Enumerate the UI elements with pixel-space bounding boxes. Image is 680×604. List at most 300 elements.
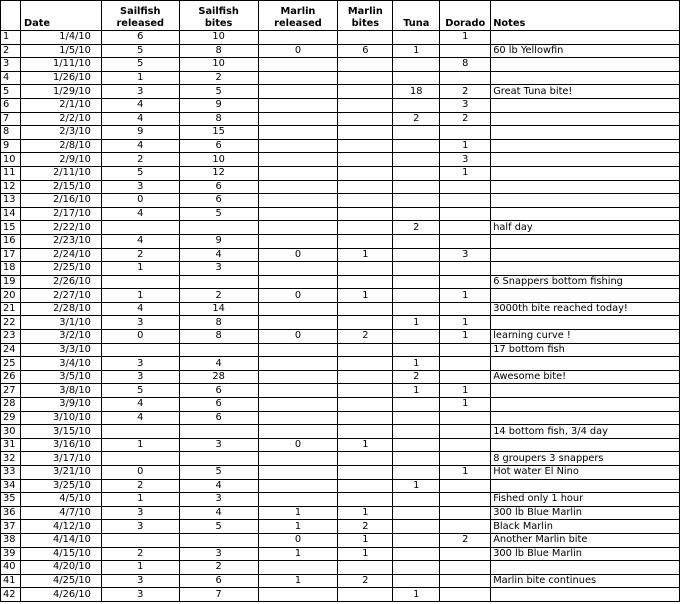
dorado-cell: 3 — [440, 153, 491, 167]
sailfish-bites-cell: 2 — [179, 561, 258, 575]
notes-cell: 8 groupers 3 snappers — [491, 452, 680, 466]
sailfish-released-cell: 5 — [101, 166, 179, 180]
date-cell: 3/17/10 — [20, 452, 101, 466]
notes-cell: 17 bottom fish — [491, 343, 680, 357]
table-row — [1, 370, 680, 384]
notes-cell: 6 Snappers bottom fishing — [491, 275, 680, 289]
marlin-bites-cell — [338, 275, 393, 289]
row-number-cell: 1 — [1, 31, 21, 45]
sailfish-released-cell: 3 — [101, 180, 179, 194]
marlin-bites-cell — [338, 153, 393, 167]
marlin-released-cell: 0 — [258, 44, 338, 58]
sailfish-released-cell: 4 — [101, 302, 179, 316]
tuna-cell: 2 — [393, 221, 440, 235]
date-cell: 4/5/10 — [20, 493, 101, 507]
marlin-released-cell — [258, 466, 338, 480]
dorado-cell — [440, 71, 491, 85]
date-cell: 2/3/10 — [20, 126, 101, 140]
marlin-released-cell — [258, 561, 338, 575]
marlin-released-cell — [258, 71, 338, 85]
row-number-cell: 15 — [1, 221, 21, 235]
table-row — [1, 588, 680, 602]
dorado-cell: 2 — [440, 85, 491, 99]
row-number-cell: 3 — [1, 58, 21, 72]
notes-cell — [491, 438, 680, 452]
dorado-cell — [440, 370, 491, 384]
notes-cell — [491, 262, 680, 276]
sailfish-bites-cell: 6 — [179, 574, 258, 588]
tuna-cell — [393, 71, 440, 85]
table-row — [1, 166, 680, 180]
tuna-cell — [393, 289, 440, 303]
sailfish-released-cell: 4 — [101, 98, 179, 112]
marlin-bites-cell — [338, 58, 393, 72]
marlin-released-cell — [258, 425, 338, 439]
marlin-released-cell — [258, 370, 338, 384]
sailfish-bites-cell: 14 — [179, 302, 258, 316]
notes-cell — [491, 207, 680, 221]
tuna-cell — [393, 126, 440, 140]
date-cell: 2/27/10 — [20, 289, 101, 303]
row-number-cell: 32 — [1, 452, 21, 466]
sailfish-released-cell: 4 — [101, 234, 179, 248]
notes-cell — [491, 126, 680, 140]
sailfish-bites-cell: 5 — [179, 85, 258, 99]
marlin-bites-cell — [338, 180, 393, 194]
marlin-released-cell: 1 — [258, 520, 338, 534]
marlin-bites-cell — [338, 316, 393, 330]
date-cell: 2/9/10 — [20, 153, 101, 167]
dorado-cell — [440, 207, 491, 221]
row-number-cell: 36 — [1, 506, 21, 520]
marlin-bites-cell: 1 — [338, 289, 393, 303]
table-row — [1, 126, 680, 140]
table-row — [1, 398, 680, 412]
sailfish-bites-cell: 4 — [179, 248, 258, 262]
tuna-cell — [393, 194, 440, 208]
table-row — [1, 221, 680, 235]
sailfish-bites-header — [179, 1, 258, 31]
marlin-released-cell — [258, 207, 338, 221]
sailfish-bites-cell — [179, 343, 258, 357]
marlin-bites-cell — [338, 561, 393, 575]
date-cell: 2/22/10 — [20, 221, 101, 235]
dorado-cell: 1 — [440, 316, 491, 330]
marlin-bites-cell — [338, 234, 393, 248]
dorado-cell — [440, 126, 491, 140]
marlin-bites-cell — [338, 31, 393, 45]
notes-cell — [491, 398, 680, 412]
date-cell: 4/20/10 — [20, 561, 101, 575]
tuna-cell — [393, 262, 440, 276]
tuna-cell: 1 — [393, 357, 440, 371]
sailfish-bites-header-line2: bites — [204, 17, 233, 29]
marlin-bites-cell: 1 — [338, 547, 393, 561]
row-number-cell: 17 — [1, 248, 21, 262]
dorado-cell: 1 — [440, 139, 491, 153]
dorado-cell — [440, 561, 491, 575]
marlin-bites-cell — [338, 370, 393, 384]
marlin-bites-header — [338, 1, 393, 31]
dorado-cell — [440, 452, 491, 466]
date-cell: 3/5/10 — [20, 370, 101, 384]
marlin-released-cell — [258, 31, 338, 45]
marlin-released-cell — [258, 316, 338, 330]
sailfish-bites-cell: 6 — [179, 180, 258, 194]
table-row — [1, 452, 680, 466]
dorado-cell: 1 — [440, 31, 491, 45]
row-number-cell: 41 — [1, 574, 21, 588]
tuna-cell — [393, 248, 440, 262]
row-number-cell: 26 — [1, 370, 21, 384]
marlin-released-cell — [258, 58, 338, 72]
notes-cell — [491, 357, 680, 371]
marlin-bites-header-line1: Marlin — [347, 6, 383, 17]
sailfish-released-header-line1: Sailfish — [120, 6, 161, 17]
notes-cell — [491, 411, 680, 425]
dorado-cell — [440, 588, 491, 602]
date-cell: 3/15/10 — [20, 425, 101, 439]
tuna-cell: 1 — [393, 588, 440, 602]
sailfish-bites-cell: 12 — [179, 166, 258, 180]
sailfish-bites-cell: 6 — [179, 139, 258, 153]
dorado-cell — [440, 234, 491, 248]
table-row — [1, 248, 680, 262]
dorado-cell — [440, 438, 491, 452]
row-number-cell: 10 — [1, 153, 21, 167]
marlin-released-cell — [258, 166, 338, 180]
dorado-cell — [440, 411, 491, 425]
sailfish-released-cell: 4 — [101, 411, 179, 425]
date-cell: 3/4/10 — [20, 357, 101, 371]
dorado-cell — [440, 425, 491, 439]
marlin-released-cell: 1 — [258, 506, 338, 520]
sailfish-released-cell: 4 — [101, 398, 179, 412]
table-row — [1, 98, 680, 112]
tuna-cell: 1 — [393, 316, 440, 330]
row-number-cell: 16 — [1, 234, 21, 248]
sailfish-bites-cell: 6 — [179, 384, 258, 398]
sailfish-bites-cell: 5 — [179, 207, 258, 221]
notes-cell: Black Marlin — [491, 520, 680, 534]
sailfish-released-cell: 3 — [101, 588, 179, 602]
marlin-released-header-line1: Marlin — [280, 6, 316, 17]
row-number-cell: 34 — [1, 479, 21, 493]
notes-cell — [491, 139, 680, 153]
sailfish-released-cell — [101, 343, 179, 357]
marlin-released-cell — [258, 493, 338, 507]
marlin-released-cell — [258, 112, 338, 126]
sailfish-bites-cell: 8 — [179, 112, 258, 126]
sailfish-released-cell: 2 — [101, 547, 179, 561]
notes-cell — [491, 166, 680, 180]
row-number-cell: 35 — [1, 493, 21, 507]
date-cell: 1/29/10 — [20, 85, 101, 99]
date-cell: 1/26/10 — [20, 71, 101, 85]
marlin-released-cell — [258, 343, 338, 357]
tuna-cell — [393, 180, 440, 194]
table-row — [1, 207, 680, 221]
date-cell: 2/24/10 — [20, 248, 101, 262]
sailfish-released-cell: 4 — [101, 139, 179, 153]
notes-cell: 300 lb Blue Marlin — [491, 547, 680, 561]
marlin-bites-cell — [338, 126, 393, 140]
date-cell: 4/12/10 — [20, 520, 101, 534]
marlin-released-cell — [258, 398, 338, 412]
row-number-cell: 29 — [1, 411, 21, 425]
row-number-cell: 23 — [1, 330, 21, 344]
dorado-cell — [440, 506, 491, 520]
date-cell: 2/28/10 — [20, 302, 101, 316]
tuna-cell — [393, 520, 440, 534]
marlin-released-cell — [258, 221, 338, 235]
dorado-cell — [440, 357, 491, 371]
marlin-released-cell: 0 — [258, 289, 338, 303]
sailfish-bites-cell: 3 — [179, 438, 258, 452]
row-number-cell: 12 — [1, 180, 21, 194]
table-row — [1, 180, 680, 194]
row-number-cell: 5 — [1, 85, 21, 99]
sailfish-released-cell: 3 — [101, 506, 179, 520]
table-row — [1, 330, 680, 344]
dorado-cell: 3 — [440, 248, 491, 262]
date-cell: 1/11/10 — [20, 58, 101, 72]
row-number-cell: 39 — [1, 547, 21, 561]
table-row — [1, 533, 680, 547]
sailfish-bites-cell: 5 — [179, 466, 258, 480]
notes-cell: Marlin bite continues — [491, 574, 680, 588]
date-cell: 3/16/10 — [20, 438, 101, 452]
notes-cell — [491, 561, 680, 575]
row-number-cell: 11 — [1, 166, 21, 180]
sailfish-released-cell: 2 — [101, 479, 179, 493]
tuna-cell — [393, 547, 440, 561]
notes-cell — [491, 112, 680, 126]
row-number-cell: 6 — [1, 98, 21, 112]
marlin-released-cell — [258, 384, 338, 398]
tuna-cell — [393, 166, 440, 180]
marlin-released-cell — [258, 234, 338, 248]
dorado-cell — [440, 180, 491, 194]
table-row — [1, 289, 680, 303]
date-cell: 4/25/10 — [20, 574, 101, 588]
marlin-released-cell — [258, 126, 338, 140]
sailfish-released-cell: 1 — [101, 561, 179, 575]
row-number-cell: 18 — [1, 262, 21, 276]
row-number-cell: 28 — [1, 398, 21, 412]
sailfish-released-cell: 5 — [101, 44, 179, 58]
row-number-cell: 42 — [1, 588, 21, 602]
sailfish-bites-cell: 10 — [179, 153, 258, 167]
marlin-released-cell — [258, 479, 338, 493]
sailfish-released-cell: 0 — [101, 330, 179, 344]
row-number-cell: 38 — [1, 533, 21, 547]
row-number-cell: 19 — [1, 275, 21, 289]
tuna-cell — [393, 398, 440, 412]
marlin-released-header-line2: released — [274, 17, 322, 29]
tuna-cell — [393, 493, 440, 507]
table-row — [1, 384, 680, 398]
date-cell: 3/25/10 — [20, 479, 101, 493]
date-cell: 4/15/10 — [20, 547, 101, 561]
marlin-bites-cell — [338, 207, 393, 221]
header-row — [1, 1, 680, 31]
sailfish-released-cell: 9 — [101, 126, 179, 140]
date-cell: 1/4/10 — [20, 31, 101, 45]
marlin-bites-cell — [338, 194, 393, 208]
sailfish-released-header-line2: released — [116, 17, 165, 29]
row-number-cell: 14 — [1, 207, 21, 221]
marlin-bites-cell — [338, 262, 393, 276]
sailfish-bites-cell: 5 — [179, 520, 258, 534]
date-cell: 2/17/10 — [20, 207, 101, 221]
sailfish-released-cell: 1 — [101, 71, 179, 85]
sailfish-bites-cell: 28 — [179, 370, 258, 384]
sailfish-bites-cell: 3 — [179, 262, 258, 276]
table-row — [1, 316, 680, 330]
sailfish-bites-cell: 10 — [179, 31, 258, 45]
marlin-released-cell: 0 — [258, 438, 338, 452]
table-body — [1, 31, 680, 602]
sailfish-bites-cell — [179, 221, 258, 235]
dorado-cell: 2 — [440, 533, 491, 547]
date-cell: 2/16/10 — [20, 194, 101, 208]
row-number-cell: 22 — [1, 316, 21, 330]
sailfish-released-cell — [101, 425, 179, 439]
sailfish-released-cell: 3 — [101, 357, 179, 371]
tuna-cell — [393, 330, 440, 344]
sailfish-bites-cell: 4 — [179, 479, 258, 493]
marlin-bites-cell — [338, 112, 393, 126]
dorado-cell — [440, 262, 491, 276]
tuna-cell — [393, 411, 440, 425]
row-number-cell: 20 — [1, 289, 21, 303]
table-row — [1, 438, 680, 452]
date-cell: 4/7/10 — [20, 506, 101, 520]
tuna-header: Tuna — [393, 1, 440, 31]
tuna-cell — [393, 466, 440, 480]
tuna-cell — [393, 574, 440, 588]
tuna-cell: 2 — [393, 112, 440, 126]
dorado-cell — [440, 520, 491, 534]
row-number-cell: 30 — [1, 425, 21, 439]
dorado-cell — [440, 574, 491, 588]
date-cell: 2/1/10 — [20, 98, 101, 112]
notes-cell: 60 lb Yellowfin — [491, 44, 680, 58]
table-row — [1, 44, 680, 58]
marlin-bites-cell — [338, 139, 393, 153]
date-cell: 2/23/10 — [20, 234, 101, 248]
sailfish-bites-cell: 15 — [179, 126, 258, 140]
sailfish-bites-cell — [179, 452, 258, 466]
dorado-cell — [440, 302, 491, 316]
table-row — [1, 275, 680, 289]
dorado-cell — [440, 221, 491, 235]
date-cell: 3/1/10 — [20, 316, 101, 330]
sailfish-released-cell: 1 — [101, 438, 179, 452]
marlin-released-cell — [258, 153, 338, 167]
sailfish-released-header — [101, 1, 179, 31]
marlin-released-cell — [258, 452, 338, 466]
sailfish-released-cell: 3 — [101, 574, 179, 588]
table-row — [1, 411, 680, 425]
table-row — [1, 58, 680, 72]
sailfish-bites-cell: 3 — [179, 547, 258, 561]
row-number-cell: 9 — [1, 139, 21, 153]
sailfish-released-cell: 5 — [101, 384, 179, 398]
sailfish-bites-cell: 6 — [179, 194, 258, 208]
notes-cell — [491, 194, 680, 208]
table-row — [1, 561, 680, 575]
notes-cell: Awesome bite! — [491, 370, 680, 384]
marlin-released-cell — [258, 302, 338, 316]
date-cell: 1/5/10 — [20, 44, 101, 58]
marlin-bites-cell: 2 — [338, 520, 393, 534]
table-row — [1, 493, 680, 507]
marlin-bites-cell — [338, 479, 393, 493]
sailfish-bites-cell: 8 — [179, 44, 258, 58]
sailfish-bites-cell: 2 — [179, 289, 258, 303]
marlin-bites-cell — [338, 452, 393, 466]
marlin-bites-cell — [338, 466, 393, 480]
sailfish-released-cell: 1 — [101, 493, 179, 507]
sailfish-released-cell: 2 — [101, 153, 179, 167]
marlin-bites-cell: 1 — [338, 248, 393, 262]
marlin-bites-cell — [338, 343, 393, 357]
notes-cell — [491, 71, 680, 85]
dorado-cell — [440, 343, 491, 357]
tuna-cell — [393, 506, 440, 520]
sailfish-bites-cell: 6 — [179, 398, 258, 412]
date-cell: 3/2/10 — [20, 330, 101, 344]
marlin-bites-cell — [338, 357, 393, 371]
table-row — [1, 574, 680, 588]
dorado-cell — [440, 479, 491, 493]
sailfish-released-cell — [101, 221, 179, 235]
marlin-bites-cell: 6 — [338, 44, 393, 58]
date-header: Date — [20, 1, 101, 31]
dorado-cell — [440, 547, 491, 561]
dorado-cell: 8 — [440, 58, 491, 72]
dorado-header: Dorado — [440, 1, 491, 31]
tuna-cell — [393, 425, 440, 439]
date-cell: 2/2/10 — [20, 112, 101, 126]
sailfish-bites-cell: 9 — [179, 234, 258, 248]
marlin-released-cell — [258, 98, 338, 112]
marlin-bites-cell — [338, 166, 393, 180]
tuna-cell — [393, 98, 440, 112]
notes-cell: Hot water El Nino — [491, 466, 680, 480]
row-number-cell: 37 — [1, 520, 21, 534]
dorado-cell: 2 — [440, 112, 491, 126]
sailfish-bites-cell: 6 — [179, 411, 258, 425]
date-cell: 2/25/10 — [20, 262, 101, 276]
notes-cell: half day — [491, 221, 680, 235]
sailfish-bites-cell: 3 — [179, 493, 258, 507]
table-row — [1, 234, 680, 248]
notes-cell: 14 bottom fish, 3/4 day — [491, 425, 680, 439]
tuna-cell — [393, 533, 440, 547]
marlin-bites-cell — [338, 588, 393, 602]
table-row — [1, 139, 680, 153]
marlin-bites-cell: 2 — [338, 574, 393, 588]
dorado-cell: 1 — [440, 466, 491, 480]
notes-cell — [491, 31, 680, 45]
dorado-cell: 1 — [440, 384, 491, 398]
notes-cell — [491, 153, 680, 167]
dorado-cell — [440, 44, 491, 58]
sailfish-released-cell — [101, 275, 179, 289]
